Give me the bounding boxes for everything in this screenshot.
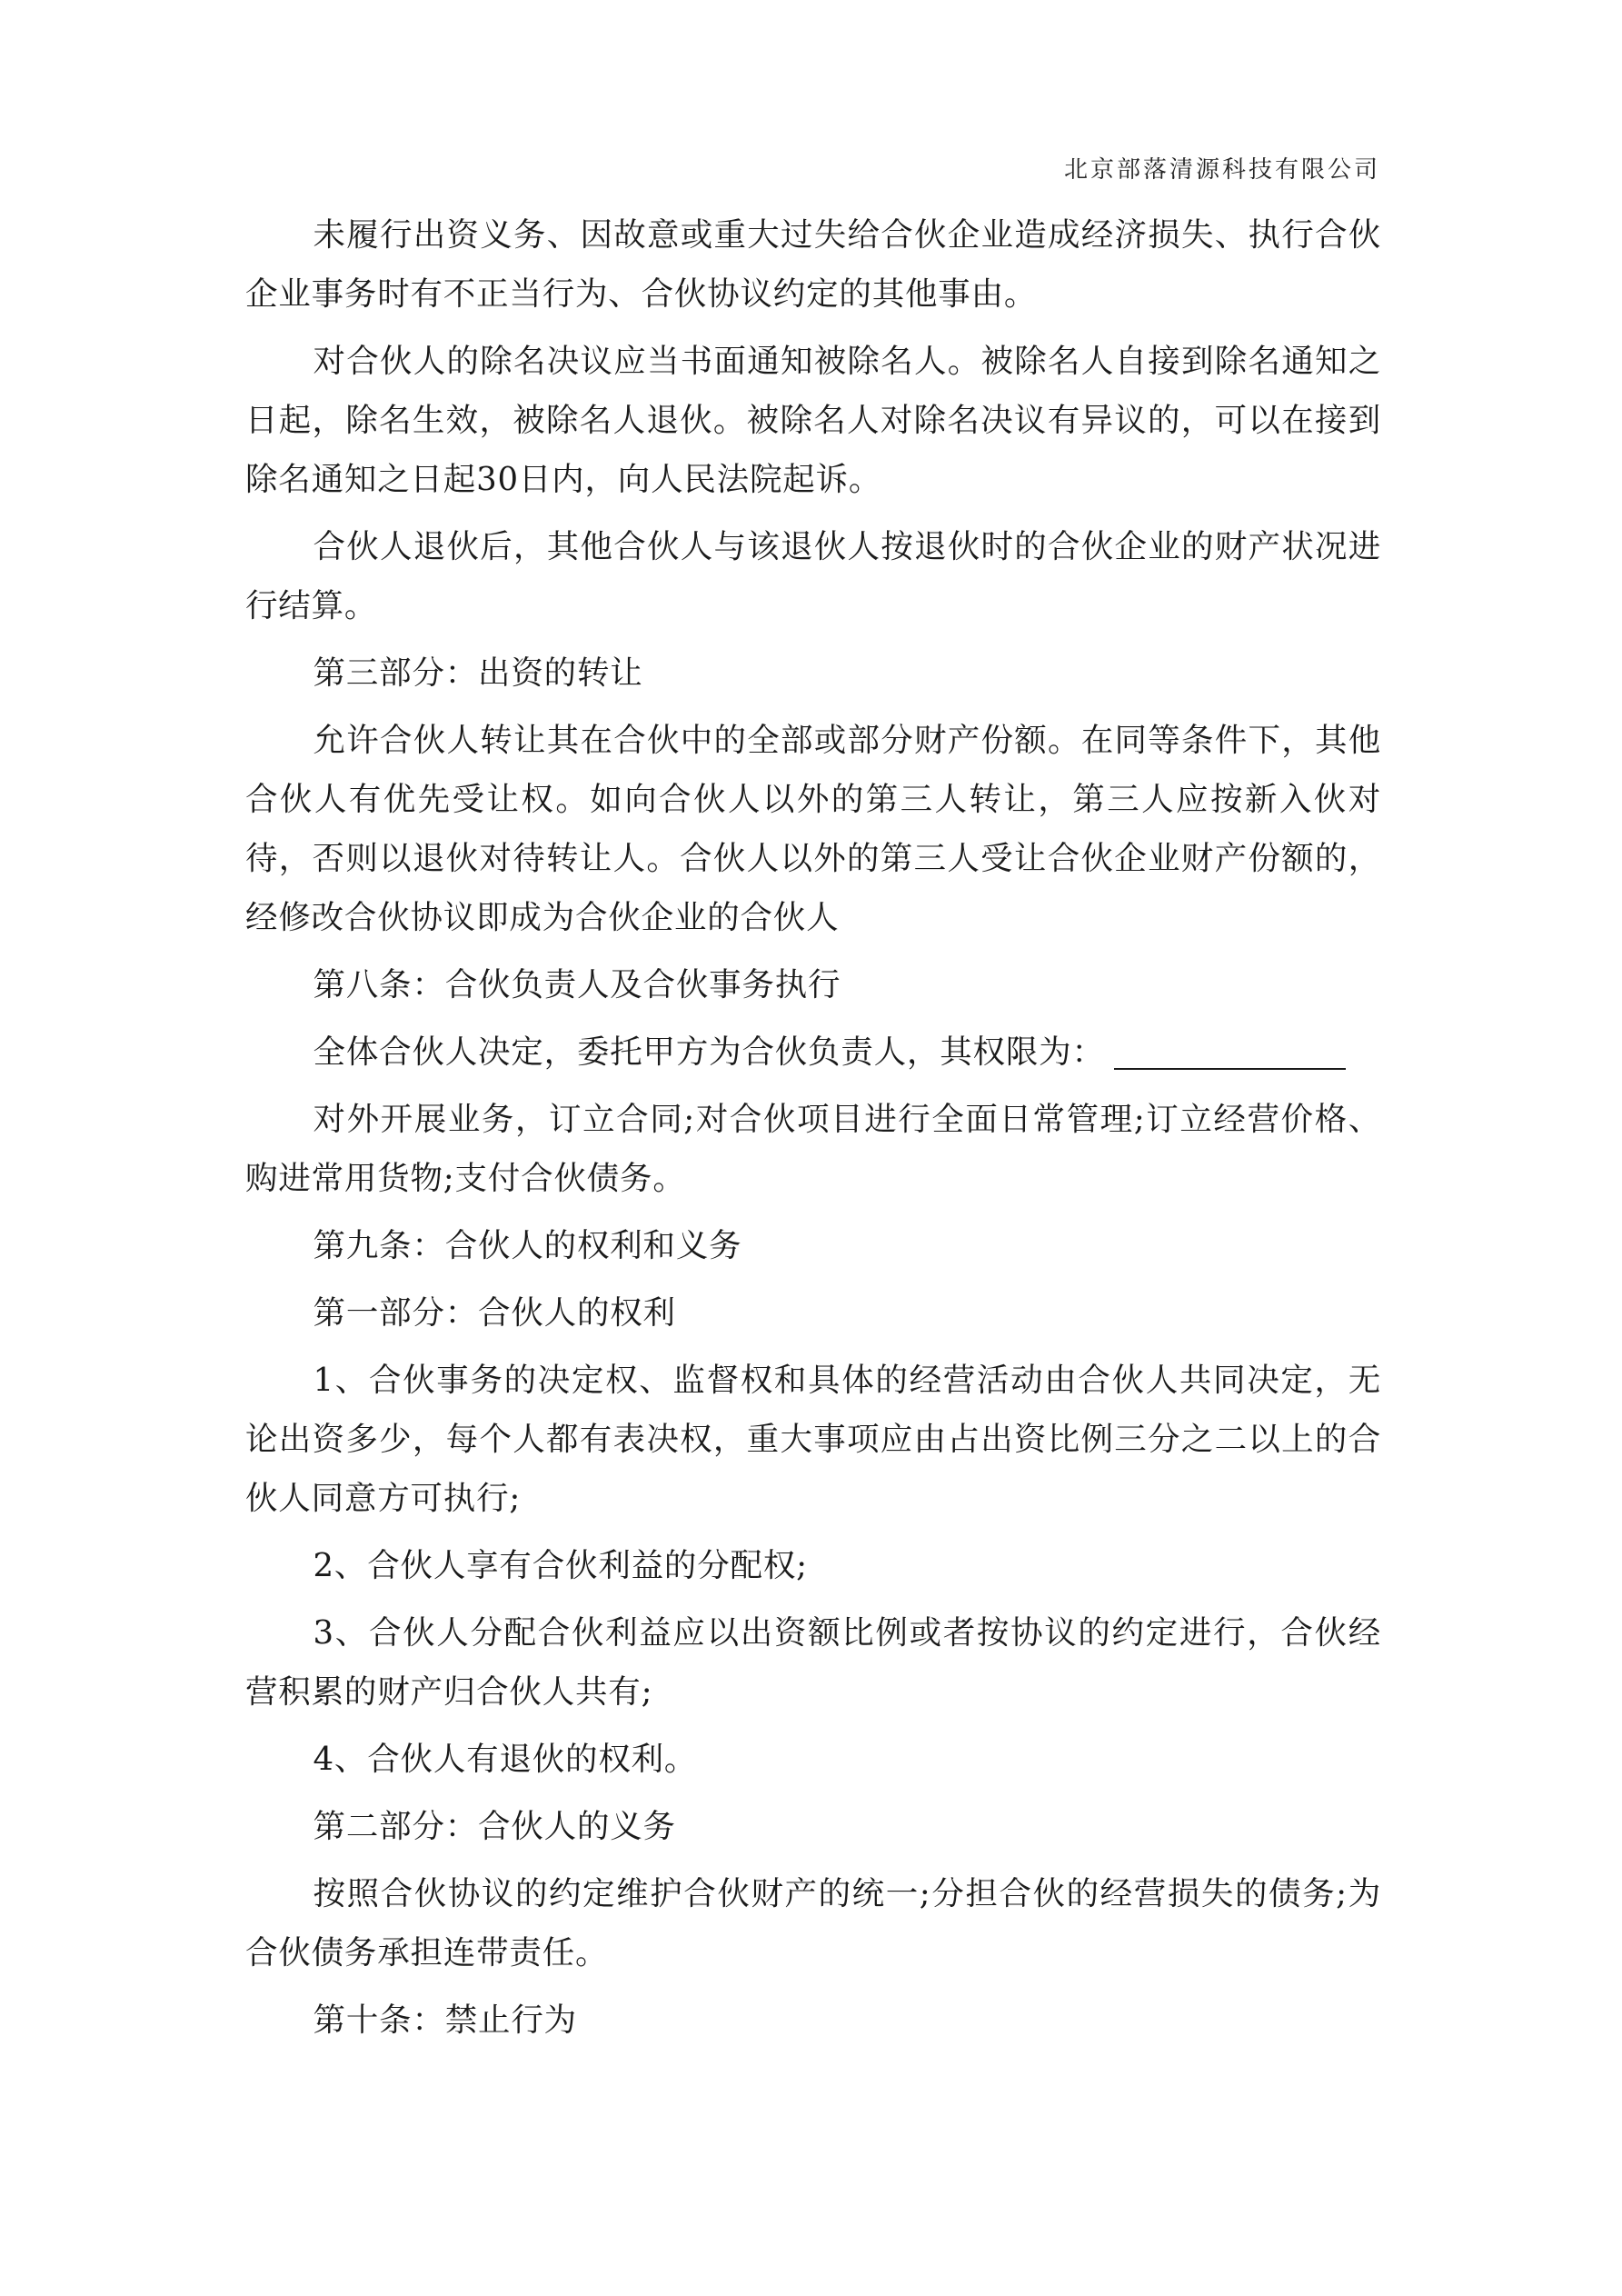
paragraph-authority <box>245 1023 1381 1082</box>
paragraph-expulsion-reasons: 未履行出资义务、因故意或重大过失给合伙企业造成经济损失、执行合伙企业事务时有不正当行为、合伙协议约定的其他事由。 <box>245 216 1381 313</box>
section-heading-capital-transfer: 第三部分：出资的转让 <box>313 654 643 692</box>
authority-text: 全体合伙人决定，委托甲方为合伙负责人，其权限为： <box>313 1033 1105 1071</box>
article-heading-8: 第八条：合伙负责人及合伙事务执行 <box>313 966 841 1003</box>
list-item-right-3: 3、合伙人分配合伙利益应以出资额比例或者按协议的约定进行，合伙经营积累的财产归合伙人共有; <box>245 1614 1381 1711</box>
list-item-right-1: 1、合伙事务的决定权、监督权和具体的经营活动由合伙人共同决定，无论出资多少，每个人都有表决权，重大事项应由占出资比例三分之二以上的合伙人同意方可执行; <box>245 1362 1381 1517</box>
article-heading-10: 第十条：禁止行为 <box>313 2002 577 2039</box>
paragraph-external-business: 对外开展业务，订立合同;对合伙项目进行全面日常管理;订立经营价格、购进常用货物;支付合伙债务。 <box>245 1101 1381 1197</box>
section-heading-partner-rights: 第一部分：合伙人的权利 <box>313 1294 676 1332</box>
section-heading-partner-duties: 第二部分：合伙人的义务 <box>313 1808 676 1845</box>
paragraph-partner-duties: 按照合伙协议的约定维护合伙财产的统一;分担合伙的经营损失的债务;为合伙债务承担连带责任。 <box>245 1875 1381 1972</box>
paragraph-withdrawal-settlement: 合伙人退伙后，其他合伙人与该退伙人按退伙时的合伙企业的财产状况进行结算。 <box>245 528 1381 624</box>
list-item-right-4: 4、合伙人有退伙的权利。 <box>313 1741 698 1778</box>
document-body <box>245 205 1381 2058</box>
article-heading-9: 第九条：合伙人的权利和义务 <box>313 1227 742 1264</box>
authority-blank-line <box>1114 1068 1346 1070</box>
paragraph-capital-transfer: 允许合伙人转让其在合伙中的全部或部分财产份额。在同等条件下，其他合伙人有优先受让权。如向合伙人以外的第三人转让，第三人应按新入伙对待，否则以退伙对待转让人。合伙人以外的第三人受让合伙企业财产份额的，经修改合伙协议即成为合伙企业的合伙人 <box>245 722 1381 936</box>
company-header: 北京部落清源科技有限公司 <box>1063 156 1380 184</box>
paragraph-expulsion-notice: 对合伙人的除名决议应当书面通知被除名人。被除名人自接到除名通知之日起，除名生效，被除名人退伙。被除名人对除名决议有异议的，可以在接到除名通知之日起30日内，向人民法院起诉。 <box>245 343 1381 498</box>
list-item-right-2: 2、合伙人享有合伙利益的分配权; <box>313 1547 808 1584</box>
